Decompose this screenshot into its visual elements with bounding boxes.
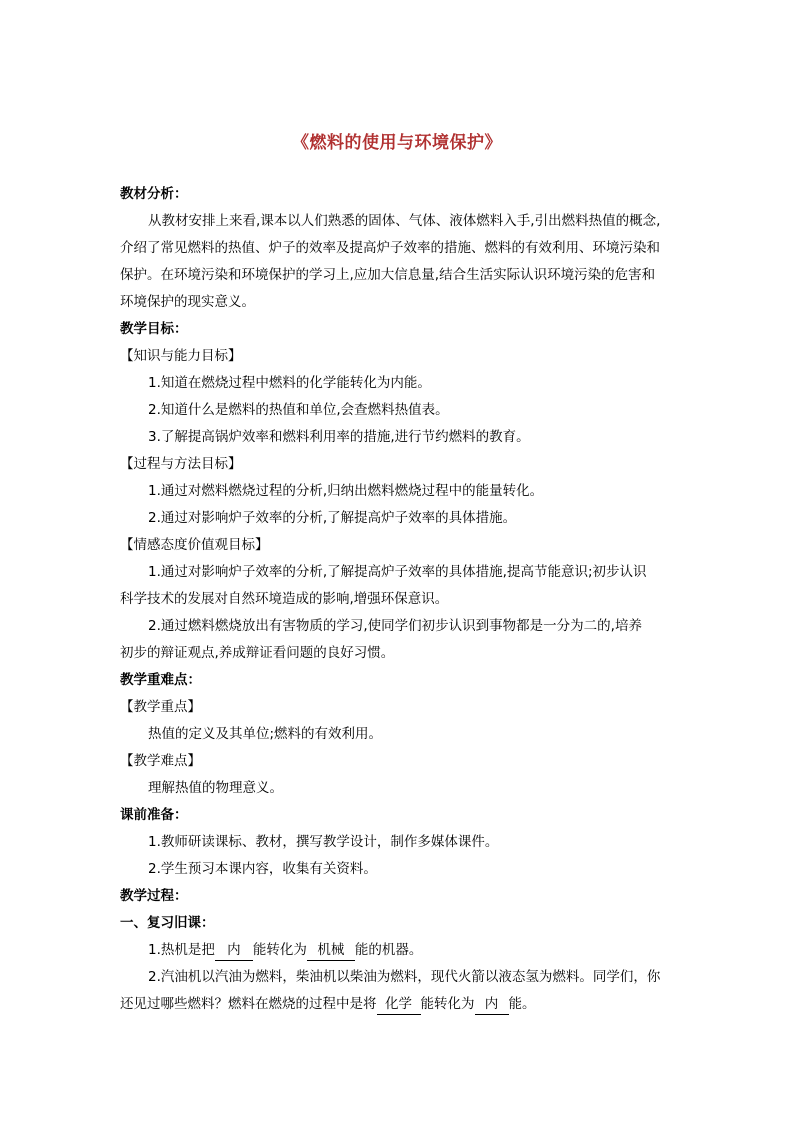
blank-answer: 内 [215, 940, 253, 961]
fill-in-item [148, 940, 680, 961]
list-item: 2.知道什么是燃料的热值和单位,会查燃料热值表。 [148, 402, 449, 418]
text-segment: 能的机器。 [354, 942, 423, 958]
subheading-review: 一、复习旧课： [120, 915, 215, 931]
text-segment: 还见过哪些燃料？燃料在燃烧的过程中是将 [120, 996, 377, 1012]
list-item: 2.通过燃料燃烧放出有害物质的学习,使同学们初步认识到事物都是一分为二的,培养 [148, 618, 642, 634]
paragraph-line: 理解热值的物理意义。 [148, 780, 283, 796]
list-item: 3.了解提高锅炉效率和燃料利用率的措施,进行节约燃料的教育。 [148, 429, 530, 445]
section-heading-teaching-process: 教学过程： [120, 888, 188, 904]
blank-answer: 机械 [307, 940, 355, 961]
list-item: 2.通过对影响炉子效率的分析,了解提高炉子效率的具体措施。 [148, 510, 517, 526]
paragraph-line: 热值的定义及其单位;燃料的有效利用。 [148, 726, 383, 742]
section-heading-textbook-analysis: 教材分析： [120, 186, 188, 202]
blank-answer: 内 [475, 994, 509, 1015]
list-item: 2.汽油机以汽油为燃料，柴油机以柴油为燃料，现代火箭以液态氢为燃料。同学们，你 [148, 969, 661, 985]
blank-answer: 化学 [377, 994, 421, 1015]
subheading-key-point: 【教学重点】 [120, 699, 201, 715]
list-item: 2.学生预习本课内容，收集有关资料。 [148, 861, 377, 877]
paragraph-line: 环境保护的现实意义。 [120, 294, 255, 310]
text-segment: 能转化为 [252, 942, 307, 958]
text-segment: 能转化为 [420, 996, 475, 1012]
section-heading-teaching-goals: 教学目标： [120, 321, 188, 337]
section-heading-preparation: 课前准备： [120, 807, 188, 823]
list-item: 1.通过对影响炉子效率的分析,了解提高炉子效率的具体措施,提高节能意识;初步认识 [148, 564, 647, 580]
subheading-difficulty: 【教学难点】 [120, 753, 201, 769]
list-item-continuation: 科学技术的发展对自然环境造成的影响,增强环保意识。 [120, 591, 449, 607]
fill-in-item [120, 994, 680, 1015]
document-title: 《燃料的使用与环境保护》 [292, 133, 502, 153]
text-segment: 能。 [508, 996, 536, 1012]
subheading-knowledge-goals: 【知识与能力目标】 [120, 348, 242, 364]
text-segment: 1.热机是把 [148, 942, 215, 958]
subheading-emotion-goals: 【情感态度价值观目标】 [120, 537, 269, 553]
paragraph-line: 介绍了常见燃料的热值、炉子的效率及提高炉子效率的措施、燃料的有效利用、环境污染和 [120, 240, 660, 256]
subheading-process-goals: 【过程与方法目标】 [120, 456, 242, 472]
list-item: 1.通过对燃料燃烧过程的分析,归纳出燃料燃烧过程中的能量转化。 [148, 483, 544, 499]
paragraph-line: 从教材安排上来看,课本以人们熟悉的固体、气体、液体燃料入手,引出燃料热值的概念, [148, 213, 661, 229]
section-heading-key-points: 教学重难点： [120, 672, 201, 688]
list-item: 1.知道在燃烧过程中燃料的化学能转化为内能。 [148, 375, 431, 391]
list-item: 1.教师研读课标、教材，撰写教学设计，制作多媒体课件。 [148, 834, 499, 850]
paragraph-line: 保护。在环境污染和环境保护的学习上,应加大信息量,结合生活实际认识环境污染的危害和 [120, 267, 656, 283]
list-item-continuation: 初步的辩证观点,养成辩证看问题的良好习惯。 [120, 645, 395, 661]
